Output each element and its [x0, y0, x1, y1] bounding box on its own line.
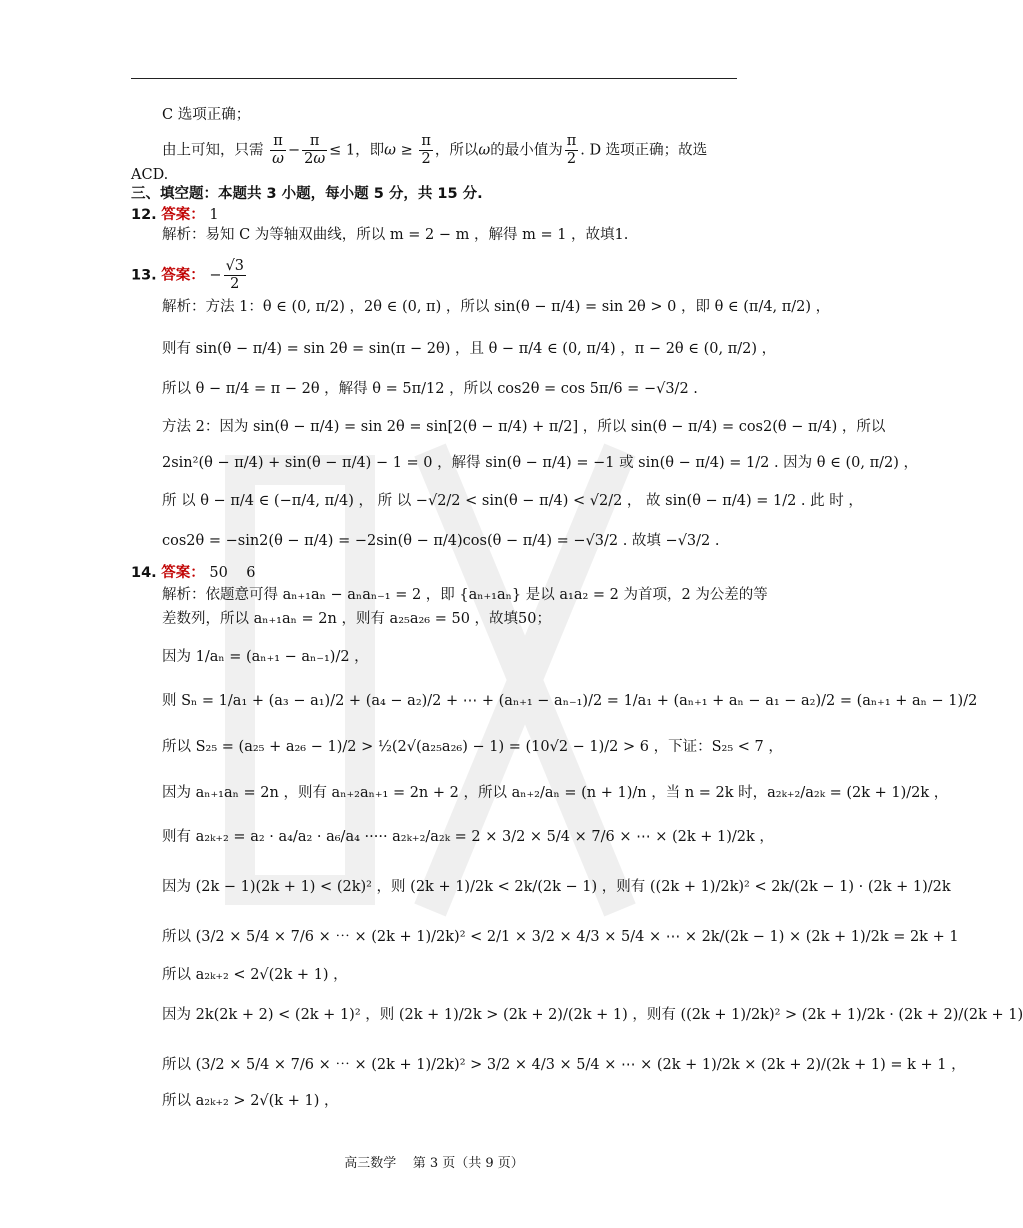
q14-line10: 所以 a₂ₖ₊₂ < 2√(2k + 1) ，	[162, 967, 348, 983]
q13-method2-line3: 所 以 θ − π/4 ∈ (−π/4, π/4) ， 所 以 −√2/2 < sin(θ − π/4) < √2/2 ， 故 sin(θ − π/4) = 1/2 . 此 时 ，	[162, 493, 863, 509]
q13-method1-line3: 所以 θ − π/4 = π − 2θ ，解得 θ = 5π/12 ，所以 cos2θ = cos 5π/6 = −√3/2 .	[162, 381, 698, 397]
q14-line9: 所以 (3/2 × 5/4 × 7/6 × ⋯ × (2k + 1)/2k)² < 2/1 × 3/2 × 4/3 × 5/4 × ⋯ × 2k/(2k − 1) × (2k + 1)/2k = 2k + 1	[162, 929, 959, 945]
q14-line8: 因为 (2k − 1)(2k + 1) < (2k)² ，则 (2k + 1)/2k < 2k/(2k − 1) ，则有 ((2k + 1)/2k)² < 2k/(2k − 1) · (2k + 1)/2k	[162, 879, 951, 895]
page-footer: 高三数学 第 3 页（共 9 页）	[344, 1156, 524, 1171]
q13-method1-line1: 解析：方法 1：θ ∈ (0, π/2) ，2θ ∈ (0, π) ，所以 sin(θ − π/4) = sin 2θ > 0 ，即 θ ∈ (π/4, π/2) ，	[162, 299, 831, 315]
q14-answer-line: 14. 答案： 50 6	[131, 565, 256, 581]
d-option-line: 由上可知，只需 $\frac{\pi}{\omega}$ − $\frac{\pi}{2\omega}$ ≤ 1，即ω ≥ $\frac{\pi}{2}$ ，所以ω的最小值为 $\frac{\pi}{2}$ . D 选项正确；故选	[162, 133, 708, 167]
q12-answer-line: 12. 答案： 1	[131, 207, 219, 223]
section3-title: 三、填空题：本题共 3 小题，每小题 5 分，共 15 分.	[131, 186, 483, 202]
q13-method1-line2: 则有 sin(θ − π/4) = sin 2θ = sin(π − 2θ) ，且 θ − π/4 ∈ (0, π/4) ，π − 2θ ∈ (0, π/2) ，	[162, 341, 777, 357]
q14-line11: 因为 2k(2k + 2) < (2k + 1)² ，则 (2k + 1)/2k > (2k + 2)/(2k + 1) ，则有 ((2k + 1)/2k)² > (2k + 1)/2k · (2k + 2)/(2k + 1)	[162, 1007, 1023, 1023]
q14-line4: 则 Sₙ = 1/a₁ + (a₃ − a₁)/2 + (a₄ − a₂)/2 + ⋯ + (aₙ₊₁ − aₙ₋₁)/2 = 1/a₁ + (aₙ₊₁ + aₙ − a₁ − a₂)/2 = (aₙ₊₁ + aₙ − 1)/2	[162, 693, 978, 709]
q14-line7: 则有 a₂ₖ₊₂ = a₂ · a₄/a₂ · a₆/a₄ ····· a₂ₖ₊₂/a₂ₖ = 2 × 3/2 × 5/4 × 7/6 × ⋯ × (2k + 1)/2k ，	[162, 829, 774, 845]
q14-line2: 差数列，所以 aₙ₊₁aₙ = 2n ，则有 a₂₅a₂₆ = 50 ，故填50；	[162, 611, 551, 627]
acd-line: ACD.	[131, 167, 169, 183]
q14-line5: 所以 S₂₅ = (a₂₅ + a₂₆ − 1)/2 > ½(2√(a₂₅a₂₆) − 1) = (10√2 − 1)/2 > 6 ，下证：S₂₅ < 7 ，	[162, 739, 783, 755]
q14-line12: 所以 (3/2 × 5/4 × 7/6 × ⋯ × (2k + 1)/2k)² > 3/2 × 4/3 × 5/4 × ⋯ × (2k + 1)/2k × (2k + 2)/(2k + 1) = k + 1 ，	[162, 1057, 966, 1073]
q14-line1: 解析：依题意可得 aₙ₊₁aₙ − aₙaₙ₋₁ = 2 ，即 {aₙ₊₁aₙ} 是以 a₁a₂ = 2 为首项，2 为公差的等	[162, 587, 768, 603]
watermark-logo	[200, 410, 660, 950]
q13-method2-line4: cos2θ = −sin2(θ − π/4) = −2sin(θ − π/4)cos(θ − π/4) = −√3/2 . 故填 −√3/2 .	[162, 533, 720, 549]
q13-method2-line2: 2sin²(θ − π/4) + sin(θ − π/4) − 1 = 0 ，解得 sin(θ − π/4) = −1 或 sin(θ − π/4) = 1/2 . 因为 θ ∈ (0, π/2) ，	[162, 455, 918, 471]
q14-line13: 所以 a₂ₖ₊₂ > 2√(k + 1) ，	[162, 1093, 339, 1109]
q13-method2-line1: 方法 2：因为 sin(θ − π/4) = sin 2θ = sin[2(θ − π/4) + π/2] ，所以 sin(θ − π/4) = cos2(θ − π/4) ，所以	[162, 419, 886, 435]
header-rule	[131, 78, 737, 79]
q14-line3: 因为 1/aₙ = (aₙ₊₁ − aₙ₋₁)/2 ，	[162, 649, 369, 665]
q14-line6: 因为 aₙ₊₁aₙ = 2n ，则有 aₙ₊₂aₙ₊₁ = 2n + 2 ，所以 aₙ₊₂/aₙ = (n + 1)/n ，当 n = 2k 时，a₂ₖ₊₂/a₂ₖ = (2k + 1)/2k ，	[162, 785, 949, 801]
q12-analysis: 解析：易知 C 为等轴双曲线，所以 m = 2 − m ，解得 m = 1 ，故填1.	[162, 227, 629, 243]
c-correct-line: C 选项正确；	[162, 107, 251, 123]
q13-answer-line: 13. 答案： − $\frac{√3}{2}$	[131, 258, 245, 292]
